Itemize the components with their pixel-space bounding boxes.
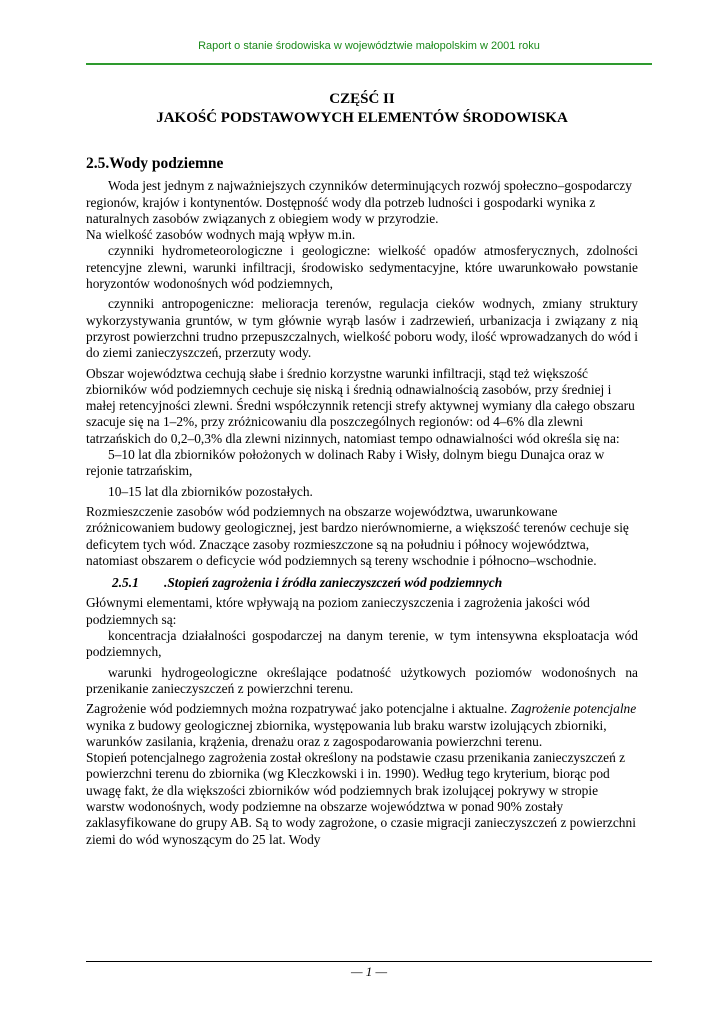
p2-italic: Zagrożenie potencjalne xyxy=(510,701,637,717)
list-item: 10–15 lat dla zbiorników pozostałych. xyxy=(108,483,313,499)
list-item: czynniki hydrometeorologiczne i geologiczne: wielkość opadów atmosferycznych, zdolności retencyjne zlewni, warunki infiltracji, środowisko sedymentacyjne, które uwarunkowało powstanie horyzontów wodonośnych wód podziemnych, xyxy=(86,243,638,292)
p2-end: wynika z budowy geologicznej zbiornika, występowania lub braku warstw izolujących zbiorniki, warunków zasilania, krążenia, drenażu oraz z zagospodarowania powierzchni terenu. xyxy=(86,717,607,749)
p2-start: Zagrożenie wód podziemnych można rozpatrywać jako potencjalne i aktualne. xyxy=(86,701,508,717)
subsection-number: 2.5.1 xyxy=(112,575,139,591)
section-paragraph-1: Woda jest jednym z najważniejszych czynników determinujących rozwój społeczno–gospodarczy regionów, krajów i kontynentów. Dostępność wody dla potrzeb ludności i gospodarki wynika z naturalnych zasobów związanych z obiegiem wody w przyrodzie. xyxy=(86,178,632,226)
list-item: czynniki antropogeniczne: melioracja terenów, regulacja cieków wodnych, zmiany struktury wykorzystywania gruntów, w tym głównie wyrąb lasów i zadrzewień, urbanizacja i związany z nią przyrost powierzchni trudno przepuszczalnych, wielkość poboru wody, ilość wprowadzanych do wód i do ziemi zanieczyszczeń, przerzuty wody. xyxy=(86,296,638,361)
running-header: Raport o stanie środowiska w województwie małopolskim w 2001 roku xyxy=(198,40,540,52)
subsection-heading xyxy=(112,575,638,591)
list-item: koncentracja działalności gospodarczej na danym terenie, w tym intensywna eksploatacja wód podziemnych, xyxy=(86,628,638,660)
list-item: warunki hydrogeologiczne określające podatność użytkowych poziomów wodonośnych na przenikanie zanieczyszczeń z powierzchni terenu. xyxy=(86,664,638,696)
footer-rule xyxy=(86,961,652,962)
part-label: CZĘŚĆ II xyxy=(329,91,395,107)
subsection-title: .Stopień zagrożenia i źródła zanieczyszczeń wód podziemnych xyxy=(164,575,503,591)
subsection-paragraph-1: Głównymi elementami, które wpływają na poziom zanieczyszczenia i zagrożenia jakości wód podziemnych są: xyxy=(86,595,590,627)
section-heading: 2.5.Wody podziemne xyxy=(86,155,224,172)
section-paragraph-4: Rozmieszczenie zasobów wód podziemnych na obszarze województwa, uwarunkowane zróżnicowaniem budowy geologicznej, jest bardzo nierównomierne, a większość terenów cechuje się deficytem tych wód. Znaczące zasoby rozmieszczone są na południu i północy województwa, natomiast obszarem o deficycie wód podziemnych są tereny wschodnie i północno–wschodnie. xyxy=(86,503,629,568)
part-title: JAKOŚĆ PODSTAWOWYCH ELEMENTÓW ŚRODOWISKA xyxy=(156,110,568,126)
page-number: — 1 — xyxy=(350,964,388,979)
list-item: 5–10 lat dla zbiorników położonych w dolinach Raby i Wisły, dolnym biegu Dunajca oraz w rejonie tatrzańskim, xyxy=(86,447,605,479)
subsection-paragraph-2 xyxy=(86,701,638,750)
header-rule xyxy=(86,63,652,65)
page-content xyxy=(86,90,638,848)
subsection-paragraph-3: Stopień potencjalnego zagrożenia został określony na podstawie czasu przenikania zanieczyszczeń z powierzchni terenu do zbiornika (wg Kleczkowski i in. 1990). Według tego kryterium, biorąc pod uwagę fakt, że dla większości zbiorników wód podziemnych brak izolującej pokrywy w stropie warstw wodonośnych, wody podziemne na obszarze województwa w ponad 90% zostały zaklasyfikowane do grupy AB. Są to wody zagrożone, o czasie migracji zanieczyszczeń z powierzchni ziemi do wód wynoszącym do 25 lat. Wody xyxy=(86,750,636,847)
section-paragraph-3: Obszar województwa cechują słabe i średnio korzystne warunki infiltracji, stąd też większość zbiorników wód podziemnych cechuje się niską i średnią odnawialnością zasobów, przy średniej i małej retencyjności zlewni. Średni współczynnik retencji strefy aktywnej wymiany dla całego obszaru szacuje się na 1–2%, przy zróżnicowaniu dla poszczególnych regionów: od 4–6% dla zlewni tatrzańskich do 0,2–0,3% dla zlewni nizinnych, natomiast tempo odnawialności wód określa się na: xyxy=(86,365,635,446)
section-paragraph-2: Na wielkość zasobów wodnych mają wpływ m.in. xyxy=(86,227,356,243)
